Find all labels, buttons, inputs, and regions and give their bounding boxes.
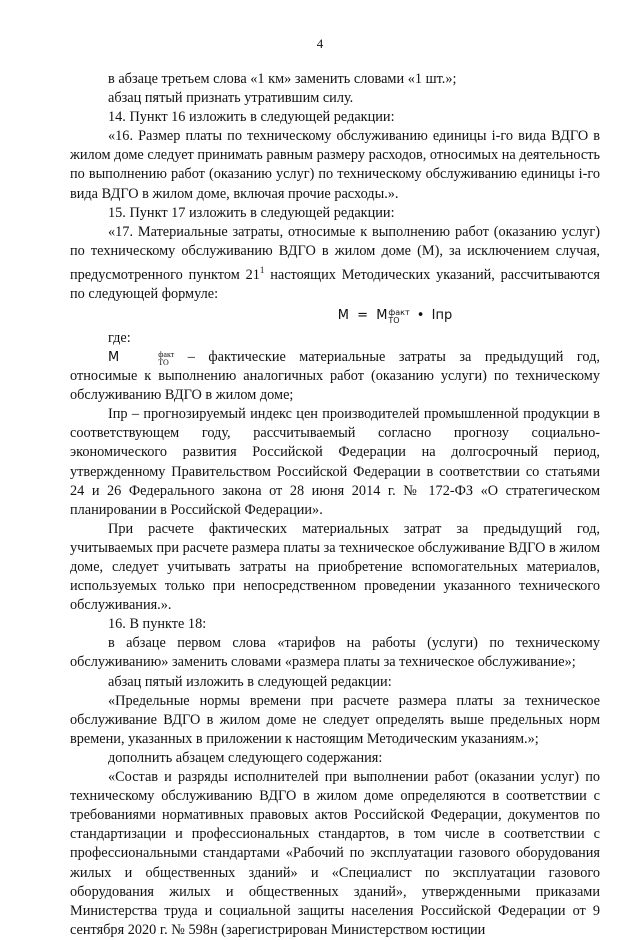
term-indices <box>120 351 174 367</box>
paragraph <box>70 223 600 304</box>
term-symbol: М <box>108 349 120 365</box>
formula-symbol: М <box>376 307 388 323</box>
paragraph: абзац пятый изложить в следующей редакции: <box>108 673 392 690</box>
formula <box>70 305 600 327</box>
paragraph: «Состав и разряды исполнителей при выполнении работ (оказании услуг) по техническому обслуживанию ВДГО в жилом доме определяются в соответствии с требованиями нормативных правовых актов Российской Федерации, документов по стандартизации и профессиональных стандартов, в том числе в соответствии с профессиональными стандартами «Рабочий по эксплуатации газового оборудования жилых и общественных зданий» и «Специалист по эксплуатации газового оборудования жилых и общественных зданий», утвержденными приказами Министерства труда и социальной защиты населения Российской Федерации от 9 сентября 2020 г. № 598н (зарегистрирован Министерством юстиции <box>70 769 600 938</box>
term-sup: факт <box>158 349 175 359</box>
term-sub: ТО <box>158 357 169 367</box>
formula-sup: факт <box>388 307 410 317</box>
formula-lhs: М <box>337 307 350 323</box>
paragraph-text: «17. Материальные затраты, относимые к выполнению работ (оказанию услуг) по техническому обслуживанию ВДГО в жилом доме (М), за исключением случая, предусмотренного пунктом 21 <box>70 223 600 283</box>
paragraph: Iпр – прогнозируемый индекс цен производителей промышленной продукции в соответствующем году, рассчитываемый согласно прогнозу социально-экономического развития Российской Федерации на долгосрочный период, утвержденному Правительством Российской Федерации в соответствии со статьями 24 и 26 Федерального закона от 28 июня 2014 г. № 172-ФЗ «О стратегическом планировании в Российской Федерации». <box>70 406 600 518</box>
paragraph: При расчете фактических материальных затрат за предыдущий год, учитываемых при расчете размера платы за техническое обслуживание ВДГО в жилом доме, следует учитывать затраты на приобретение вспомогательных материалов, используемых только при непосредственном проведении указанного технического обслуживания.». <box>70 520 600 614</box>
formula-index: Iпр <box>431 307 453 323</box>
footnote-superscript: 1 <box>259 264 265 275</box>
paragraph: абзац пятый признать утратившим силу. <box>108 90 354 107</box>
paragraph <box>70 348 600 405</box>
formula-equals: = <box>357 307 369 323</box>
paragraph: в абзаце первом слова «тарифов на работы (услуги) по техническому обслуживанию» заменить словами «размера платы за техническое обслуживание»; <box>70 635 600 671</box>
paragraph-text: настоящих Методических указаний, рассчитываются по следующей формуле: <box>70 266 600 302</box>
paragraph: где: <box>108 329 131 346</box>
paragraph: дополнить абзацем следующего содержания: <box>108 749 383 766</box>
paragraph: 16. В пункте 18: <box>108 616 207 633</box>
paragraph: «16. Размер платы по техническому обслуживанию единицы i-го вида ВДГО в жилом доме следует принимать равным размеру расходов, относимых на деятельность по выполнению работ (оказанию услуг) по техническому обслуживанию единицы i-го вида ВДГО в жилом доме, включая прочие расходы.». <box>70 128 600 202</box>
formula-indices <box>388 309 409 325</box>
paragraph: в абзаце третьем слова «1 км» заменить словами «1 шт.»; <box>108 71 457 87</box>
paragraph: «Предельные нормы времени при расчете размера платы за техническое обслуживание ВДГО в жилом доме не следует определять выше предельных норм времени, указанных в приложении к настоящим Методическим указаниям.»; <box>70 692 600 747</box>
formula-sub: ТО <box>388 315 400 325</box>
document-body <box>70 70 600 940</box>
paragraph-text: – фактические материальные затраты за предыдущий год, относимые к выполнению аналогичных работ (оказанию услуги) по техническому обслуживанию ВДГО в жилом доме; <box>70 348 600 404</box>
paragraph: 15. Пункт 17 изложить в следующей редакции: <box>108 204 395 221</box>
paragraph: 14. Пункт 16 изложить в следующей редакции: <box>108 109 395 126</box>
page-number: 4 <box>316 36 324 51</box>
formula-operator: • <box>416 307 425 323</box>
